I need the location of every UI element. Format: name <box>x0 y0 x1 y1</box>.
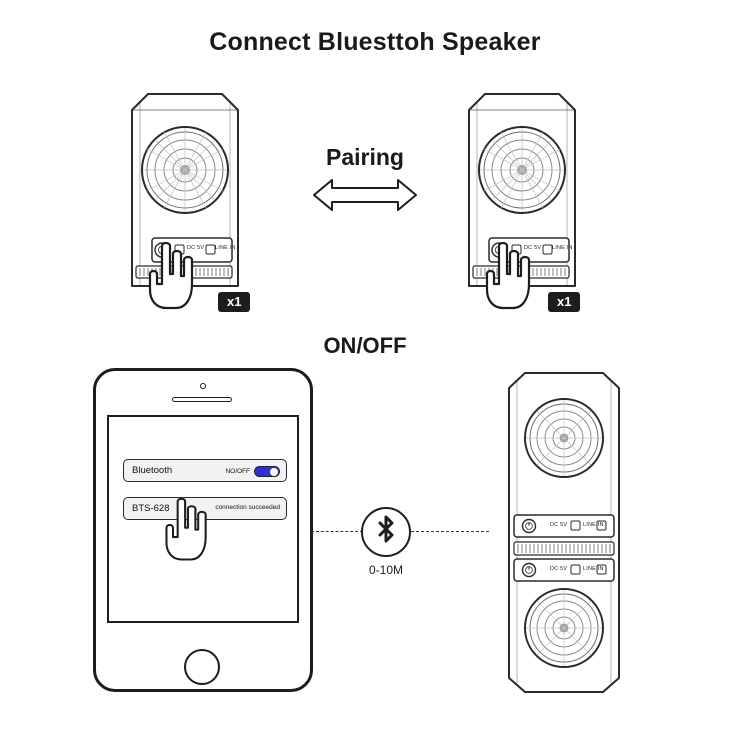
page-title: Connect Bluesttoh Speaker <box>209 28 541 56</box>
hand-pointer-icon-phone <box>159 495 215 572</box>
phone-camera-icon <box>200 383 206 389</box>
bluetooth-toggle[interactable] <box>254 466 280 477</box>
hand-pointer-icon-right <box>479 240 542 320</box>
phone-earpiece <box>172 397 232 402</box>
speaker-left-port-label-dc: DC 5V <box>187 245 205 251</box>
badge-right-count: x1 <box>548 292 580 312</box>
speaker-right-port-label-dc: DC 5V <box>524 245 542 251</box>
tower-lower-port-label-linein: LINE IN <box>583 566 604 572</box>
speaker-tower <box>487 370 642 695</box>
connection-line-right <box>411 531 489 532</box>
connection-line-left <box>311 531 363 532</box>
tower-upper-port-label-linein: LINE IN <box>583 522 604 528</box>
bluetooth-state-label: NO/OFF <box>225 468 250 475</box>
tower-lower-port-label-dc: DC 5V <box>550 566 568 572</box>
speaker-tower-outline <box>487 370 642 695</box>
phone-screen <box>107 415 299 623</box>
label-onoff: ON/OFF <box>323 333 407 358</box>
bluetooth-icon <box>361 507 411 557</box>
bluetooth-settings-row[interactable] <box>123 459 287 482</box>
device-name-label: BTS-628 <box>132 503 170 514</box>
label-range: 0-10M <box>368 563 403 577</box>
phone-device <box>93 368 313 692</box>
hand-pointer-icon-left <box>142 240 205 320</box>
speaker-left-port-label-linein: LINE IN <box>215 245 236 251</box>
phone-home-button[interactable] <box>184 649 220 685</box>
label-pairing: Pairing <box>326 144 404 170</box>
speaker-right-port-label-linein: LINE IN <box>552 245 573 251</box>
bluetooth-label: Bluetooth <box>132 465 173 476</box>
tower-upper-port-label-dc: DC 5V <box>550 522 568 528</box>
double-arrow-icon <box>310 176 420 219</box>
device-status-label: connection succeeded <box>215 504 280 511</box>
badge-left-count: x1 <box>218 292 250 312</box>
